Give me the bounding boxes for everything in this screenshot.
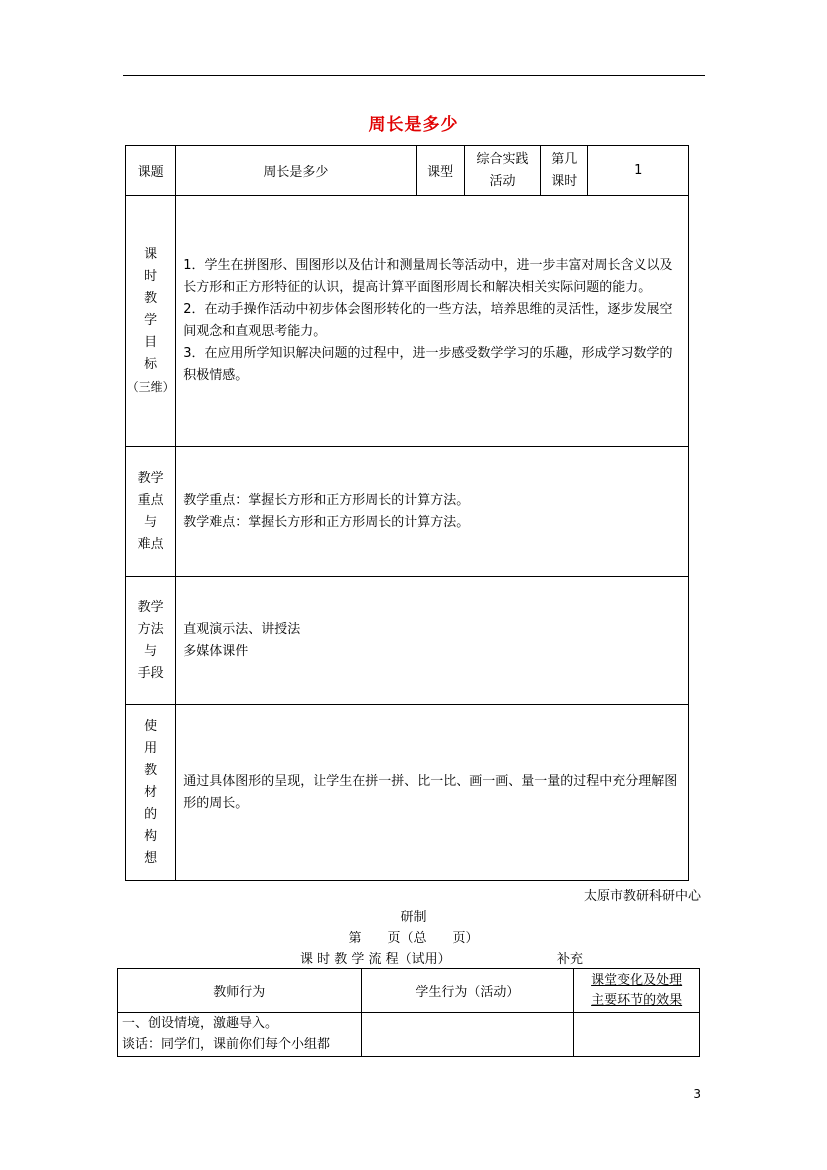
classroom-change-cell: [574, 1013, 700, 1057]
classroom-change-line1: 课堂变化及处理: [591, 972, 683, 988]
period-label-line2: 课时: [551, 173, 578, 189]
classroom-change-header: [574, 969, 700, 1013]
materials-row: [126, 705, 689, 881]
lesson-value: 周长是多少: [176, 146, 416, 196]
student-behavior-header: 学生行为（活动）: [361, 969, 574, 1013]
key-point: 教学重点：掌握长方形和正方形周长的计算方法。: [183, 492, 470, 508]
org-name: 太原市教研科研中心: [583, 889, 701, 904]
key-points-label-part: 与: [144, 514, 158, 530]
goal-item: 3．在应用所学知识解决问题的过程中，进一步感受数学学习的乐趣，形成学习数学的积极情感。: [183, 346, 673, 383]
supplement-label: 补充: [557, 952, 584, 967]
period-value: 1: [588, 146, 689, 196]
methods-label: [126, 577, 176, 705]
goals-label-char: 时: [144, 269, 158, 284]
method-line: 直观演示法、讲授法: [183, 621, 301, 637]
goals-content: [176, 196, 689, 447]
key-points-content: [176, 447, 689, 577]
period-label-line1: 第几: [551, 151, 578, 167]
methods-content: [176, 577, 689, 705]
flow-row: [118, 1013, 700, 1057]
goals-row: [126, 196, 689, 447]
flow-row-line: 谈话：同学们，课前你们每个小组都: [122, 1037, 331, 1052]
key-points-label: [126, 447, 176, 577]
goal-item: 1．学生在拼图形、围图形以及估计和测量周长等活动中，进一步丰富对周长含义以及长方形和正方形特征的认识，提高计算平面图形周长和解决相关实际问题的能力。: [183, 258, 673, 295]
student-behavior-cell: [361, 1013, 574, 1057]
period-label: [541, 146, 588, 196]
flow-table: [117, 968, 700, 1057]
type-value-line1: 综合实践: [476, 151, 529, 167]
goal-item: 2．在动手操作活动中初步体会图形转化的一些方法，培养思维的灵活性，逐步发展空间观念和直观思考能力。: [183, 302, 673, 339]
key-points-row: [126, 447, 689, 577]
methods-row: [126, 577, 689, 705]
key-points-label-part: 难点: [137, 536, 164, 552]
materials-label-char: 用: [144, 740, 158, 756]
materials-label-char: 的: [144, 806, 158, 822]
goals-label-char: 目: [144, 335, 158, 350]
teacher-behavior-cell: [118, 1013, 362, 1057]
methods-label-part: 方法: [137, 621, 164, 637]
materials-label-char: 使: [144, 718, 158, 734]
key-points-label-part: 教学: [137, 470, 164, 486]
goals-label-char: 学: [144, 313, 158, 328]
header-row: [126, 146, 689, 196]
page-number: 3: [693, 1087, 701, 1101]
goals-label-char: 标: [144, 357, 158, 372]
materials-label-char: 教: [144, 762, 158, 778]
flow-row-line: 一、创设情境，激趣导入。: [122, 1016, 279, 1031]
materials-label-char: 构: [144, 828, 158, 844]
materials-content: 通过具体图形的呈现，让学生在拼一拼、比一比、画一画、量一量的过程中充分理解图形的周长。: [176, 705, 689, 881]
methods-label-part: 与: [144, 643, 158, 659]
key-points-label-part: 重点: [137, 492, 164, 508]
methods-label-part: 教学: [137, 599, 164, 615]
made-label: 研制: [400, 910, 427, 925]
page-count-line: 第 页（总 页）: [348, 931, 479, 946]
type-value-line2: 活动: [489, 173, 516, 189]
lesson-plan-table: [125, 145, 689, 881]
materials-label: [126, 705, 176, 881]
lesson-label: 课题: [126, 146, 176, 196]
methods-label-part: 手段: [137, 665, 164, 681]
goals-label-char: 教: [144, 291, 158, 306]
page-title: 周长是多少: [368, 115, 459, 135]
difficult-point: 教学难点：掌握长方形和正方形周长的计算方法。: [183, 514, 470, 530]
type-value: [464, 146, 540, 196]
teacher-behavior-header: 教师行为: [118, 969, 362, 1013]
classroom-change-line2: 主要环节的效果: [591, 992, 683, 1008]
goals-label: [126, 196, 176, 447]
goals-label-char: （三维）: [126, 380, 175, 394]
type-label: 课型: [416, 146, 464, 196]
goals-label-char: 课: [144, 247, 158, 262]
method-line: 多媒体课件: [183, 643, 249, 659]
flow-title: 课 时 教 学 流 程（试用）: [300, 952, 451, 967]
header-rule: [123, 75, 705, 76]
materials-label-char: 想: [144, 850, 158, 866]
materials-label-char: 材: [144, 784, 158, 800]
flow-header-row: [118, 969, 700, 1013]
